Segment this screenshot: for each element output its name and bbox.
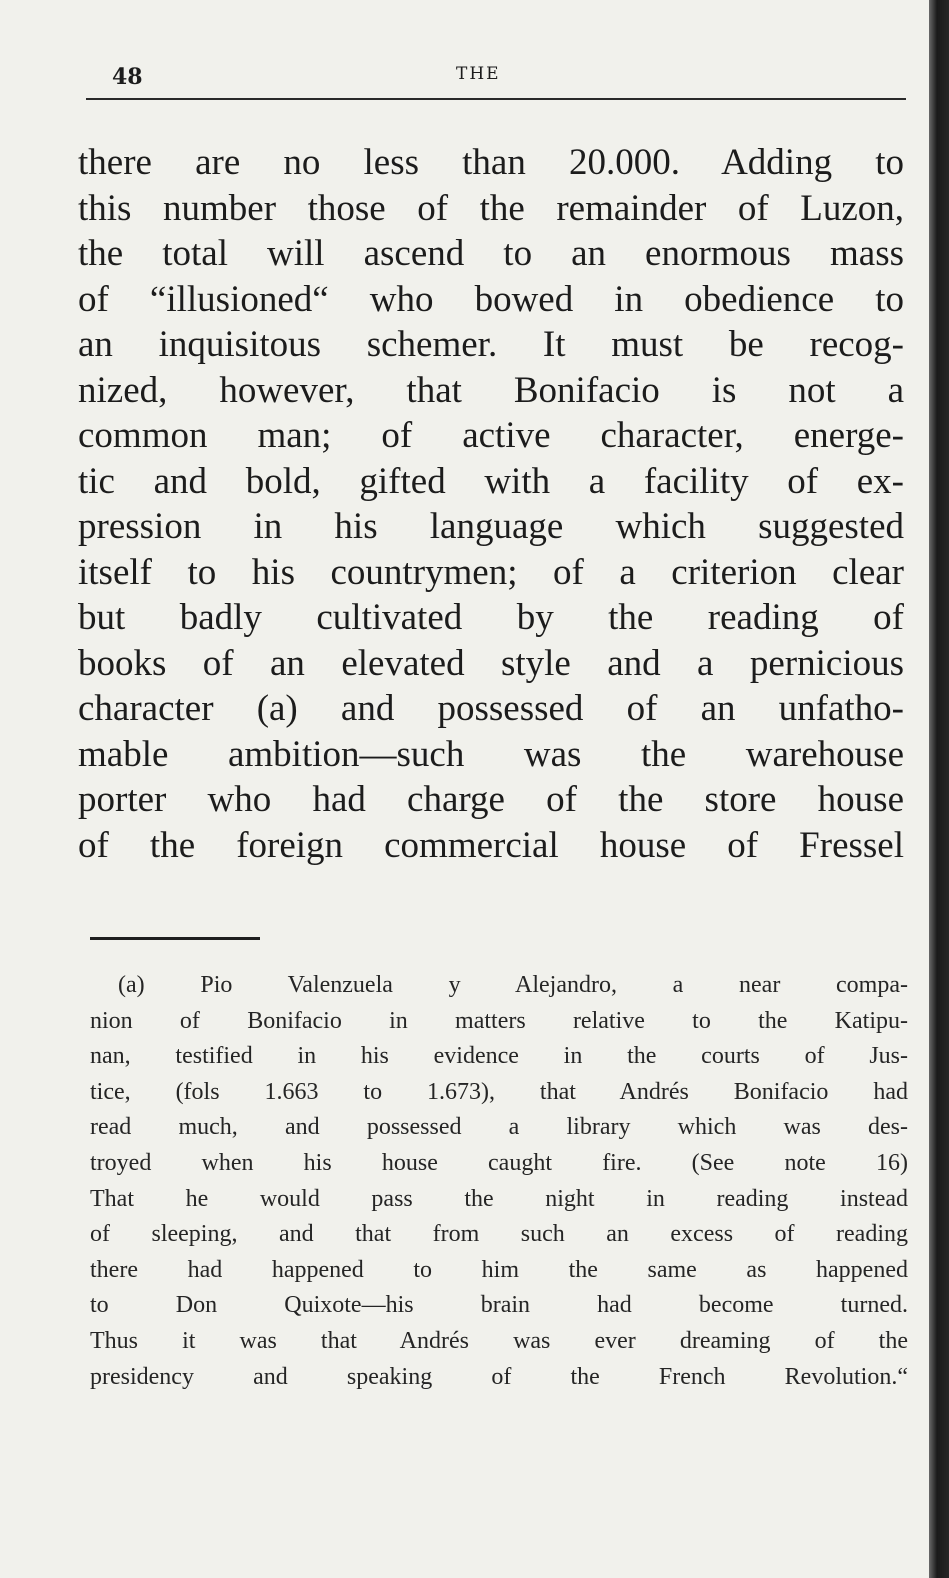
footnote-line: nion of Bonifacio in matters relative to the Katipu- [90,1007,908,1034]
footnote-line: presidency and speaking of the French Revolution.“ [90,1363,908,1390]
footnote-line: read much, and possessed a library which was des- [90,1114,908,1141]
body-line: nized, however, that Bonifacio is not a [78,369,904,411]
body-line: an inquisitous schemer. It must be recog- [78,324,904,365]
page-number: 48 [112,64,143,90]
footnote-line: to Don Quixote—his brain had become turned. [90,1292,908,1319]
running-title: THE [456,64,501,84]
body-line: pression in his language which suggested [78,506,904,547]
body-line: of “illusioned“ who bowed in obedience to [78,278,904,320]
body-line: but badly cultivated by the reading of [78,597,904,638]
body-line: books of an elevated style and a pernicious [78,642,904,684]
body-line: itself to his countrymen; of a criterion clear [78,551,904,593]
body-line: porter who had charge of the store house [78,779,904,820]
footnote-line: tice, (fols 1.663 to 1.673), that Andrés Bonifacio had [90,1078,908,1105]
footnote-line: there had happened to him the same as happened [90,1256,908,1283]
book-spine-edge [929,0,949,1578]
body-line: of the foreign commercial house of Fressel [78,824,904,866]
body-line: the total will ascend to an enormous mass [78,233,904,274]
footnote-line: of sleeping, and that from such an excess of reading [90,1221,908,1248]
footnote-line: Thus it was that Andrés was ever dreaming of the [90,1327,908,1354]
body-text [78,140,904,868]
body-line: tic and bold, gifted with a facility of ex- [78,460,904,502]
running-head [86,58,906,100]
body-line: common man; of active character, energe- [78,415,904,456]
footnote-line: nan, testified in his evidence in the courts of Jus- [90,1043,908,1070]
footnote-line: troyed when his house caught fire. (See note 16) [90,1149,908,1176]
footnote [90,968,908,1395]
footnote-line: (a) Pio Valenzuela y Alejandro, a near compa- [118,972,908,998]
body-line: this number those of the remainder of Luzon, [78,187,904,229]
body-line: character (a) and possessed of an unfatho- [78,688,904,729]
body-line: there are no less than 20.000. Adding to [78,142,904,183]
footnote-line: That he would pass the night in reading instead [90,1185,908,1212]
footnote-divider [90,937,260,940]
body-line: mable ambition—such was the warehouse [78,733,904,775]
